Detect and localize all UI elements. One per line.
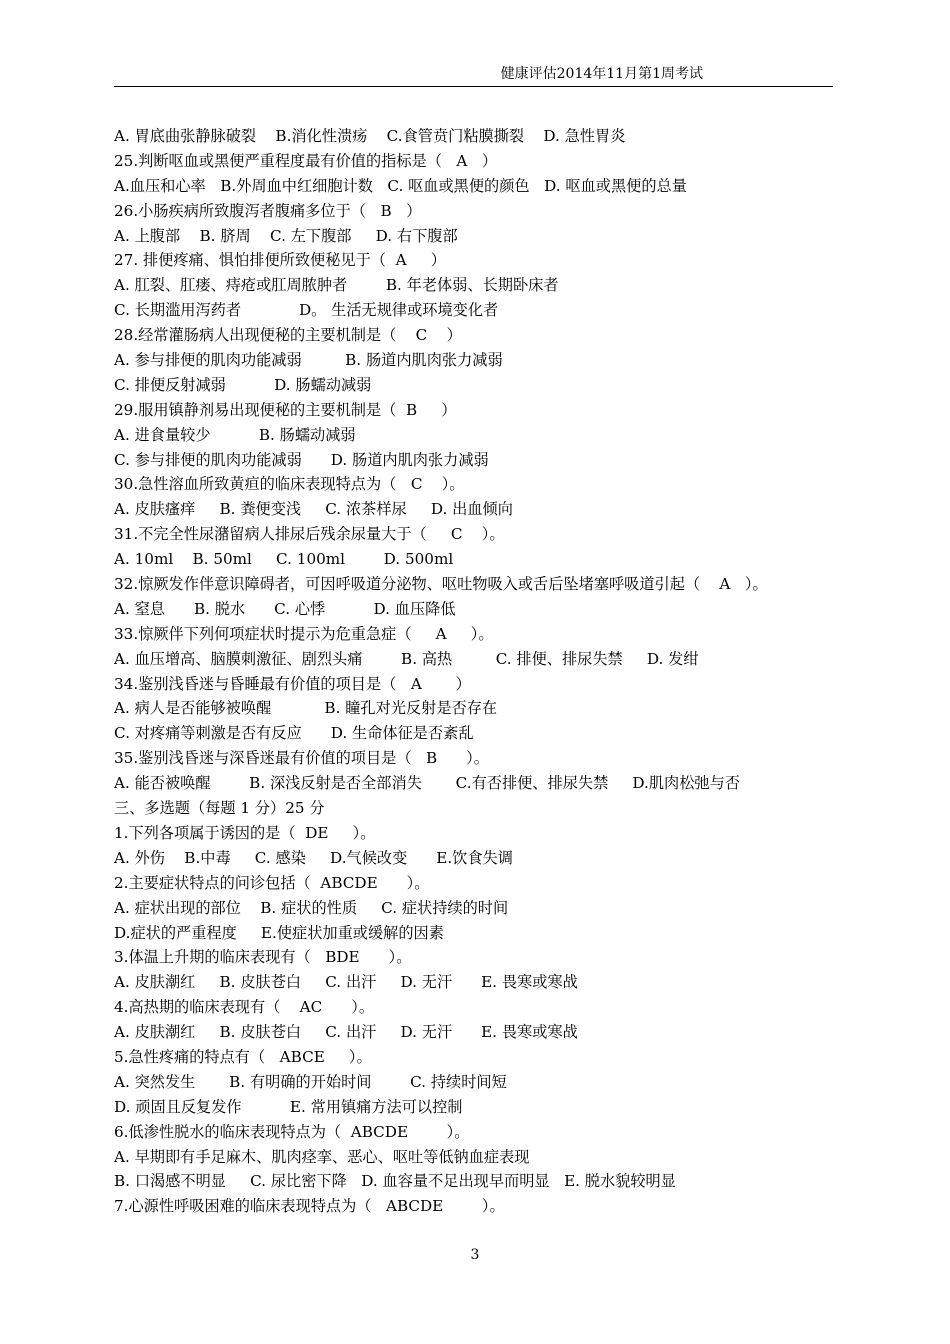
text-line: A. 10ml B. 50ml C. 100ml D. 500ml (114, 550, 454, 569)
text-line: A. 症状出现的部位 B. 症状的性质 C. 症状持续的时间 (114, 898, 509, 917)
text-line: 5.急性疼痛的特点有（ ABCE ）。 (114, 1047, 372, 1066)
text-line: A. 能否被唤醒 B. 深浅反射是否全部消失 C.有否排便、排尿失禁 D.肌肉松弛与否 (114, 774, 740, 793)
text-line: A. 皮肤瘙痒 B. 粪便变浅 C. 浓茶样尿 D. 出血倾向 (114, 500, 513, 519)
text-line: A. 胃底曲张静脉破裂 B.消化性溃疡 C.食管贲门粘膜撕裂 D. 急性胃炎 (114, 127, 626, 145)
text-line: 三、多选题（每题 1 分）25 分 (114, 799, 325, 818)
text-line: 7.心源性呼吸困难的临床表现特点为（ ABCDE ）。 (114, 1197, 505, 1216)
text-line: C. 长期滥用泻药者 D。 生活无规律或环境变化者 (114, 301, 499, 320)
text-line: A. 肛裂、肛瘘、痔疮或肛周脓肿者 B. 年老体弱、长期卧床者 (114, 276, 559, 295)
text-line: 6.低渗性脱水的临床表现特点为（ ABCDE ）。 (114, 1122, 470, 1141)
text-line: 35.鉴别浅昏迷与深昏迷最有价值的项目是（ B ）。 (114, 749, 489, 768)
text-line: B. 口渴感不明显 C. 尿比密下降 D. 血容量不足出现早而明显 E. 脱水貌较明显 (114, 1172, 676, 1191)
text-line: A. 参与排便的肌肉功能减弱 B. 肠道内肌肉张力减弱 (114, 351, 503, 370)
text-line: 32.惊厥发作伴意识障碍者，可因呼吸道分泌物、呕吐物吸入或舌后坠堵塞呼吸道引起（ A ）。 (114, 575, 768, 594)
text-line: A. 上腹部 B. 脐周 C. 左下腹部 D. 右下腹部 (114, 226, 458, 245)
text-line: D.症状的严重程度 E.使症状加重或缓解的因素 (114, 923, 444, 942)
text-line: D. 顽固且反复发作 E. 常用镇痛方法可以控制 (114, 1097, 463, 1116)
text-line: A. 进食量较少 B. 肠蠕动减弱 (114, 425, 356, 444)
text-line: 1.下列各项属于诱因的是（ DE ）。 (114, 823, 376, 842)
text-line: 34.鉴别浅昏迷与昏睡最有价值的项目是（ A ） (114, 674, 471, 693)
text-line: 4.高热期的临床表现有（ AC ）。 (114, 998, 375, 1017)
page-header (114, 62, 833, 87)
text-line: A. 皮肤潮红 B. 皮肤苍白 C. 出汗 D. 无汗 E. 畏寒或寒战 (114, 1023, 578, 1042)
text-line: 2.主要症状特点的问诊包括（ ABCDE ）。 (114, 873, 430, 892)
header-title: 健康评估2014年11月第1周考试 (500, 66, 703, 82)
text-line: A. 外伤 B.中毒 C. 感染 D.气候改变 E.饮食失调 (114, 848, 513, 867)
text-line: 28.经常灌肠病人出现便秘的主要机制是（ C ） (114, 326, 462, 345)
text-line: 33.惊厥伴下列何项症状时提示为危重急症（ A ）。 (114, 624, 494, 643)
text-line: 29.服用镇静剂易出现便秘的主要机制是（ B ） (114, 400, 457, 419)
page-number: 3 (470, 1247, 480, 1263)
text-line: C. 参与排便的肌肉功能减弱 D. 肠道内肌肉张力减弱 (114, 450, 489, 469)
text-line: A. 血压增高、脑膜刺激征、剧烈头痛 B. 高热 C. 排便、排尿失禁 D. 发绀 (114, 649, 699, 668)
text-line: C. 排便反射减弱 D. 肠蠕动减弱 (114, 375, 372, 394)
text-line: 25.判断呕血或黑便严重程度最有价值的指标是（ A ） (114, 151, 498, 170)
text-line: 27. 排便疼痛、惧怕排便所致便秘见于（ A ） (114, 251, 446, 270)
text-line: A.血压和心率 B.外周血中红细胞计数 C. 呕血或黑便的颜色 D. 呕血或黑便的总量 (114, 176, 687, 195)
text-line: 30.急性溶血所致黄疸的临床表现特点为（ C ）。 (114, 475, 465, 494)
text-line: 26.小肠疾病所致腹泻者腹痛多位于（ B ） (114, 201, 422, 220)
text-line: 3.体温上升期的临床表现有（ BDE ）。 (114, 948, 412, 967)
text-line: A. 皮肤潮红 B. 皮肤苍白 C. 出汗 D. 无汗 E. 畏寒或寒战 (114, 973, 578, 992)
text-line: A. 病人是否能够被唤醒 B. 瞳孔对光反射是否存在 (114, 699, 498, 718)
text-line: 31.不完全性尿潴留病人排尿后残余尿量大于（ C ）。 (114, 525, 505, 544)
text-line: A. 窒息 B. 脱水 C. 心悸 D. 血压降低 (114, 599, 456, 618)
text-line: C. 对疼痛等刺激是否有反应 D. 生命体征是否紊乱 (114, 724, 474, 743)
exam-content (114, 124, 854, 1219)
text-line: A. 突然发生 B. 有明确的开始时间 C. 持续时间短 (114, 1072, 507, 1091)
text-line: A. 早期即有手足麻木、肌肉痉挛、恶心、呕吐等低钠血症表现 (114, 1147, 530, 1166)
